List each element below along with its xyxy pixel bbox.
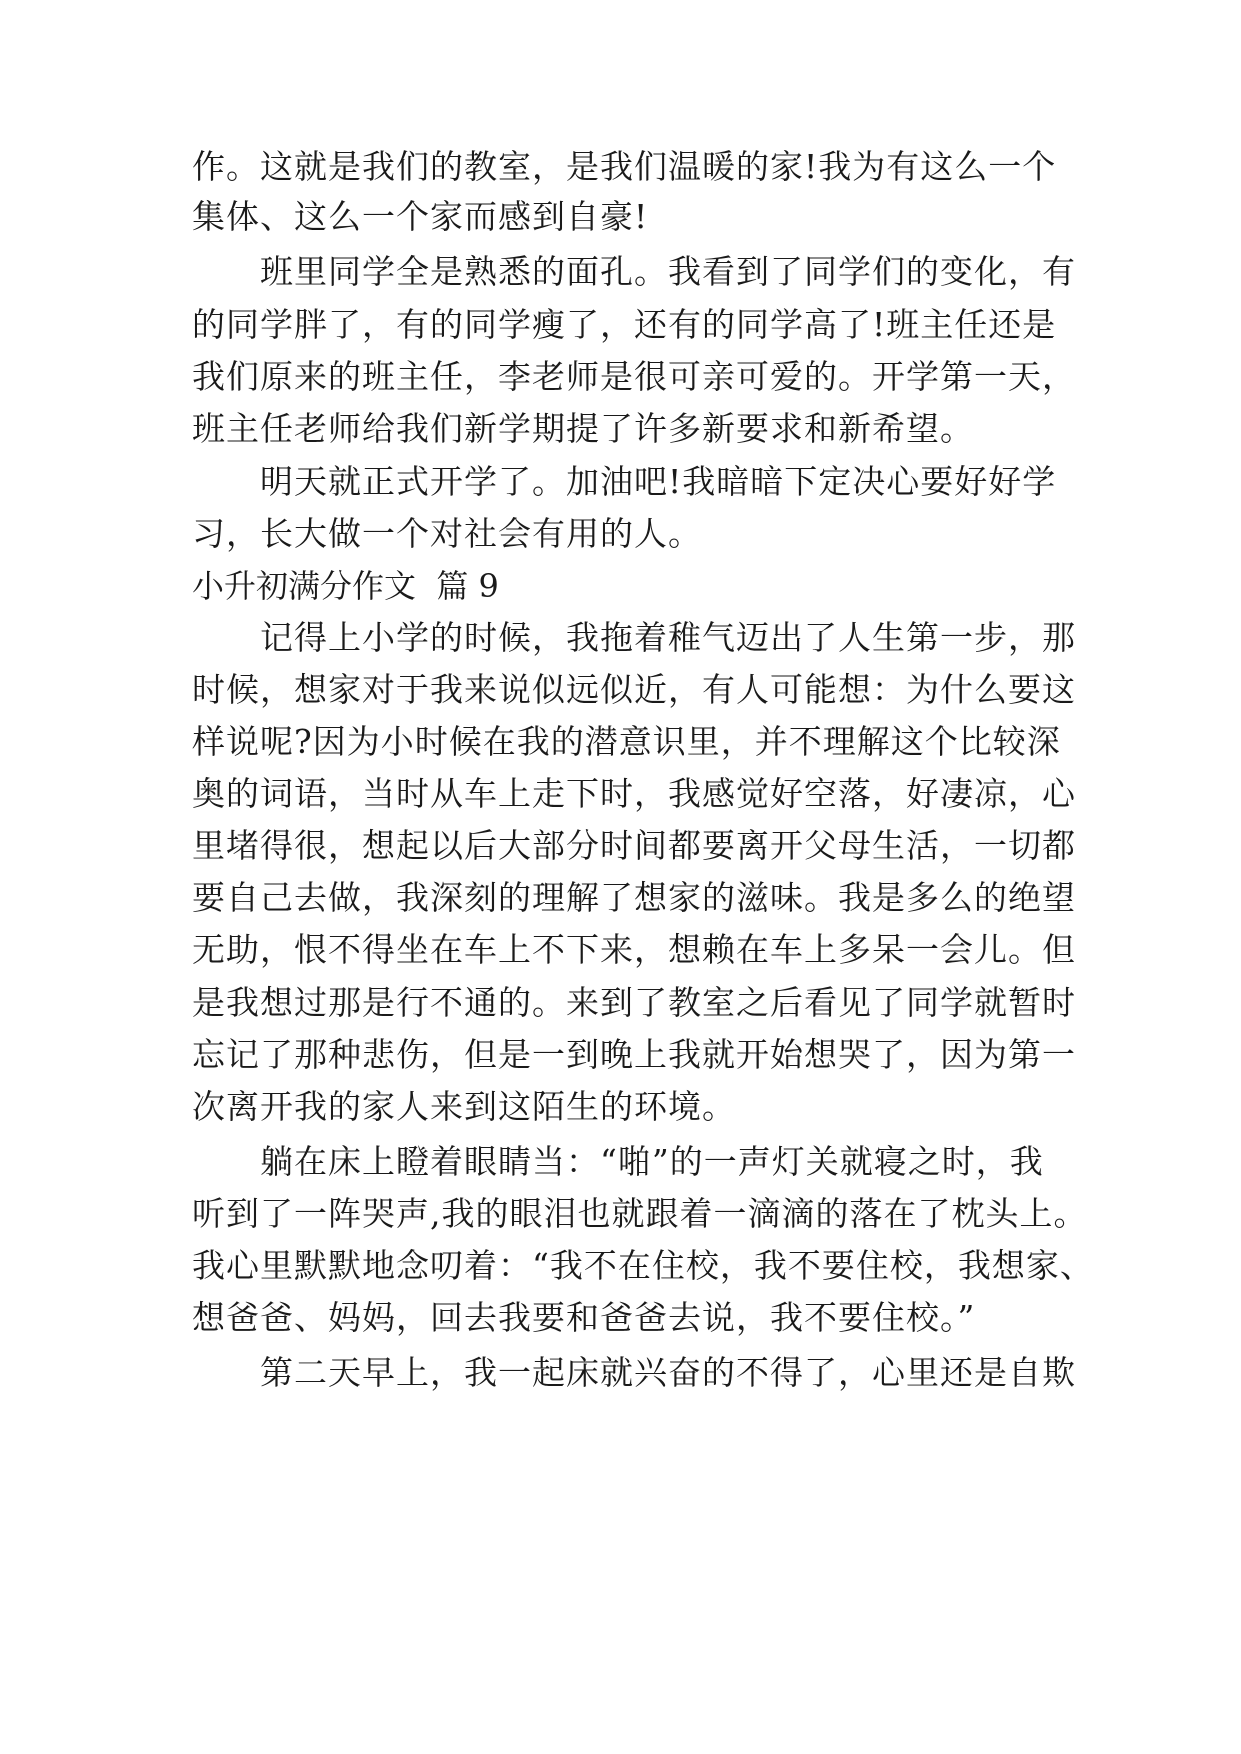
text-line: 要自己去做，我深刻的理解了想家的滋味。我是多么的绝望 bbox=[192, 878, 1076, 917]
text-line: 想爸爸、妈妈，回去我要和爸爸去说，我不要住校。” bbox=[192, 1298, 976, 1337]
text-line: 我心里默默地念叨着：“我不在住校，我不要住校，我想家、 bbox=[192, 1246, 1094, 1285]
text-line: 是我想过那是行不通的。来到了教室之后看见了同学就暂时 bbox=[192, 983, 1076, 1022]
text-line: 我们原来的班主任，李老师是很可亲可爱的。开学第一天， bbox=[192, 357, 1076, 396]
text-line: 第二天早上，我一起床就兴奋的不得了，心里还是自欺 bbox=[192, 1353, 1076, 1392]
text-line: 班里同学全是熟悉的面孔。我看到了同学们的变化，有 bbox=[192, 252, 1076, 291]
text-line: 班主任老师给我们新学期提了许多新要求和新希望。 bbox=[192, 409, 974, 448]
text-line: 集体、这么一个家而感到自豪! bbox=[192, 197, 649, 236]
section-heading: 小升初满分作文 篇 9 bbox=[192, 567, 499, 605]
text-line: 躺在床上瞪着眼睛当：“啪”的一声灯关就寝之时，我 bbox=[192, 1142, 1044, 1181]
text-line: 习，长大做一个对社会有用的人。 bbox=[192, 514, 702, 553]
text-line: 样说呢?因为小时候在我的潜意识里，并不理解这个比较深 bbox=[192, 722, 1061, 761]
text-line: 明天就正式开学了。加油吧!我暗暗下定决心要好好学 bbox=[192, 462, 1057, 501]
text-line: 次离开我的家人来到这陌生的环境。 bbox=[192, 1087, 736, 1126]
text-line: 忘记了那种悲伤，但是一到晚上我就开始想哭了，因为第一 bbox=[192, 1035, 1076, 1074]
text-line: 里堵得很，想起以后大部分时间都要离开父母生活，一切都 bbox=[192, 826, 1076, 865]
text-line: 时候，想家对于我来说似远似近，有人可能想：为什么要这 bbox=[192, 670, 1076, 709]
text-line: 作。这就是我们的教室，是我们温暖的家!我为有这么一个 bbox=[192, 147, 1057, 186]
text-line: 听到了一阵哭声,我的眼泪也就跟着一滴滴的落在了枕头上。 bbox=[192, 1194, 1088, 1233]
text-line: 记得上小学的时候，我拖着稚气迈出了人生第一步，那 bbox=[192, 618, 1076, 657]
text-line: 的同学胖了，有的同学瘦了，还有的同学高了!班主任还是 bbox=[192, 305, 1057, 344]
text-line: 无助，恨不得坐在车上不下来，想赖在车上多呆一会儿。但 bbox=[192, 930, 1076, 969]
text-line: 奥的词语，当时从车上走下时，我感觉好空落，好凄凉，心 bbox=[192, 774, 1076, 813]
